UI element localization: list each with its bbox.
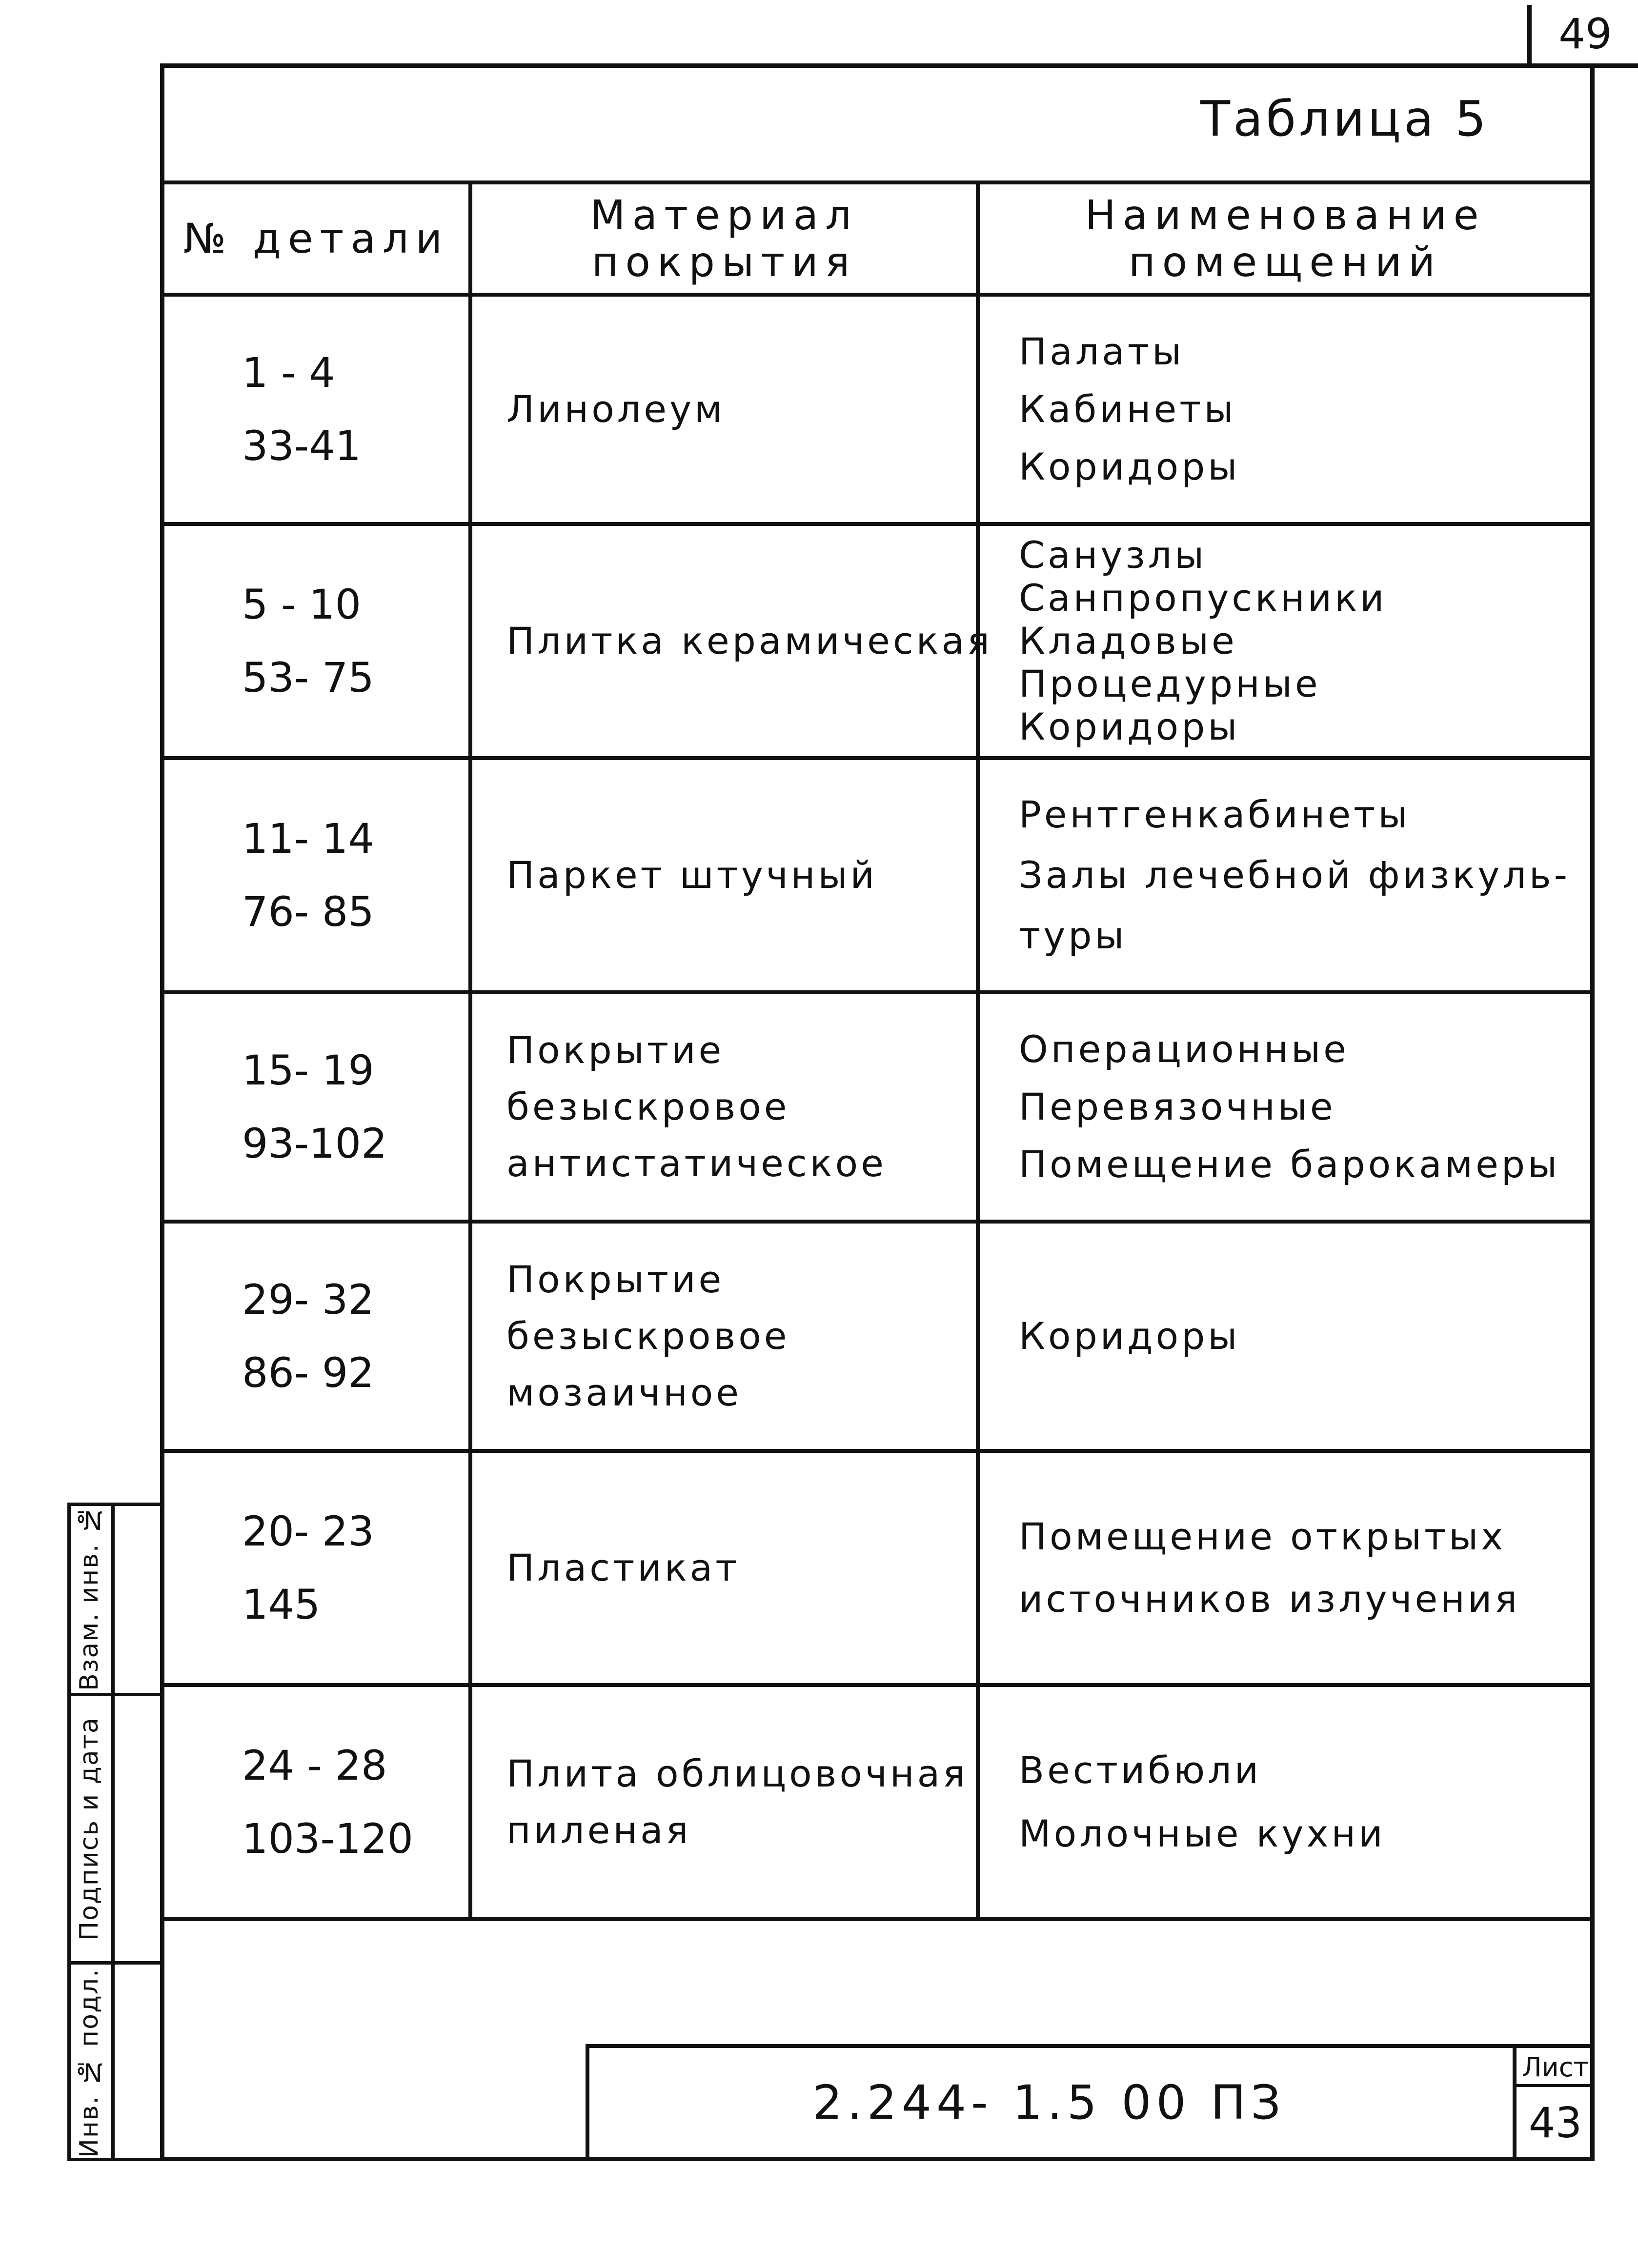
table-row-5-rooms <box>980 1224 1630 1449</box>
detail-range: 103-120 <box>242 1815 413 1863</box>
room-name: Коридоры <box>1019 1314 1240 1358</box>
header-detail-no-text: № детали <box>183 215 449 262</box>
detail-range: 5 - 10 <box>242 581 362 628</box>
table-row-4-rooms <box>980 994 1630 1220</box>
detail-range: 29- 32 <box>242 1276 374 1324</box>
table-row-4-material <box>472 994 1010 1220</box>
detail-range: 53- 75 <box>242 654 374 702</box>
room-name: Перевязочные <box>1019 1085 1336 1128</box>
room-name: Помещение барокамеры <box>1019 1143 1560 1186</box>
row-divider <box>160 522 1595 526</box>
side-label-sign-date: Подпись и дата <box>75 1717 104 1941</box>
detail-range: 1 - 4 <box>242 349 335 397</box>
header-rooms-line2: помещений <box>1128 238 1442 286</box>
side-label-replace-inv: Взам. инв. № <box>75 1504 104 1691</box>
side-strip-divider <box>67 1961 160 1965</box>
detail-range: 24 - 28 <box>242 1742 387 1789</box>
side-strip-divider <box>111 1503 115 2161</box>
table-row-1-rooms <box>980 297 1630 522</box>
room-name: источников излучения <box>1019 1577 1520 1621</box>
header-rooms-line1: Наименование <box>1085 191 1486 239</box>
detail-range: 76- 85 <box>242 888 374 936</box>
side-strip-divider <box>67 1693 160 1696</box>
detail-range: 20- 23 <box>242 1507 374 1555</box>
table-row-6-rooms <box>980 1453 1630 1683</box>
row-divider <box>160 1683 1595 1687</box>
room-name: Рентгенкабинеты <box>1019 793 1411 836</box>
row-divider <box>160 1449 1595 1453</box>
material-text: антистатическое <box>506 1142 887 1185</box>
detail-range: 86- 92 <box>242 1349 374 1397</box>
room-name: Коридоры <box>1019 445 1240 488</box>
room-name: Санпропускники <box>1019 576 1387 620</box>
detail-range: 15- 19 <box>242 1046 374 1094</box>
header-material <box>472 184 976 293</box>
material-text: Плита облицовочная <box>506 1752 968 1795</box>
title-divider <box>160 181 1595 184</box>
room-name: Молочные кухни <box>1019 1812 1386 1855</box>
material-text: Пластикат <box>506 1546 740 1589</box>
row-divider <box>160 756 1595 760</box>
table-bottom <box>160 1917 1595 1921</box>
table-row-2-rooms <box>980 526 1630 756</box>
material-text: Линолеум <box>506 387 726 431</box>
header-detail-no <box>164 184 468 293</box>
document-code: 2.244- 1.5 00 ПЗ <box>812 2075 1286 2130</box>
sheet-number: 43 <box>1528 2099 1582 2148</box>
room-name: Санузлы <box>1019 533 1207 577</box>
side-label-inv-orig: Инв. № подл. <box>75 1968 104 2158</box>
table-title: Таблица 5 <box>1200 90 1489 147</box>
detail-range: 33-41 <box>242 422 362 470</box>
table-row-6-material <box>472 1453 1010 1683</box>
room-name: Кабинеты <box>1019 387 1236 431</box>
table-row-5-material <box>472 1224 1010 1449</box>
material-text: пиленая <box>506 1808 691 1852</box>
room-name: Залы лечебной физкуль- <box>1019 853 1571 897</box>
table-row-3-material <box>472 760 1010 990</box>
material-text: мозаичное <box>506 1371 742 1414</box>
page-number: 49 <box>1527 5 1638 68</box>
room-name: туры <box>1019 914 1127 957</box>
room-name: Помещение открытых <box>1019 1515 1506 1558</box>
table-row-2-material <box>472 526 1010 756</box>
table-row-7-material <box>472 1687 1010 1917</box>
header-material-line1: Материал <box>590 191 858 239</box>
room-name: Коридоры <box>1019 705 1240 748</box>
detail-range: 93-102 <box>242 1120 387 1167</box>
row-divider <box>160 1220 1595 1224</box>
detail-range: 145 <box>242 1581 321 1628</box>
table-row-7-rooms <box>980 1687 1630 1917</box>
material-text: Покрытие безыскровое <box>506 1028 790 1128</box>
row-divider <box>160 990 1595 994</box>
room-name: Процедурные <box>1019 662 1321 705</box>
room-name: Вестибюли <box>1019 1748 1262 1792</box>
table-row-1-material <box>472 297 1010 522</box>
header-rooms <box>980 184 1591 293</box>
room-name: Палаты <box>1019 330 1185 373</box>
table-row-3-rooms <box>980 760 1630 990</box>
material-text: Покрытие безыскровое <box>506 1258 790 1358</box>
room-name: Операционные <box>1019 1027 1349 1071</box>
material-text: Плитка керамическая <box>506 619 992 662</box>
header-divider <box>160 293 1595 297</box>
room-name: Кладовые <box>1019 619 1237 662</box>
sheet-label: Лист <box>1522 2052 1589 2083</box>
header-material-line2: покрытия <box>591 238 857 286</box>
detail-range: 11- 14 <box>242 815 374 863</box>
material-text: Паркет штучный <box>506 853 877 897</box>
